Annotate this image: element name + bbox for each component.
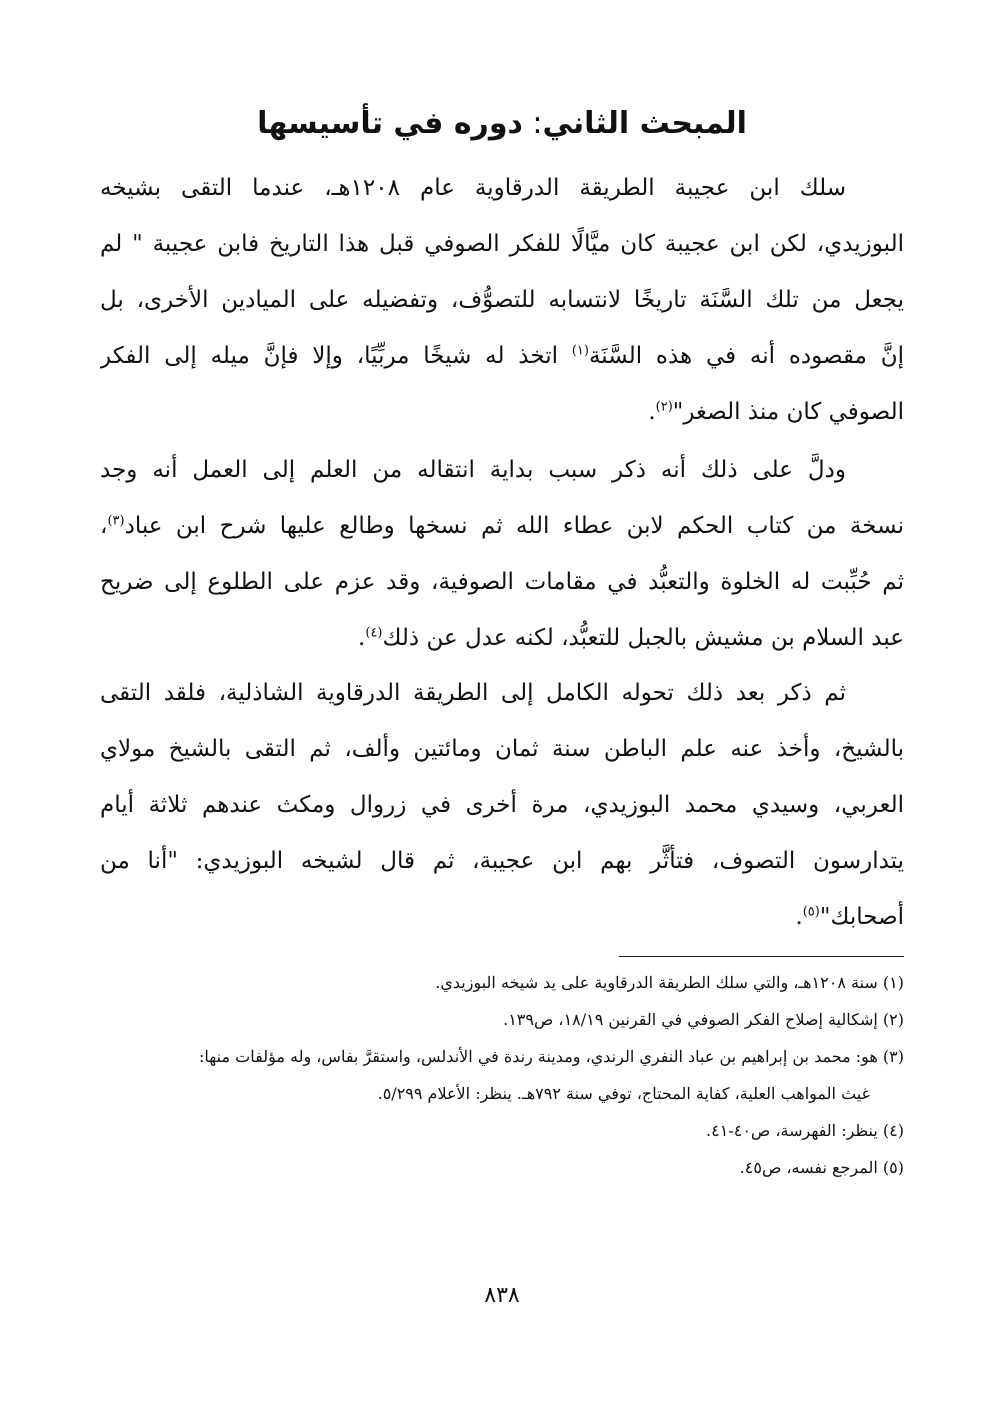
- text-line: سلك ابن عجيبة الطريقة الدرقاوية عام ١٢٠٨هـ، عندما التقى بشيخه: [100, 175, 846, 201]
- footnotes: [100, 964, 904, 1186]
- footnote-ref: (٥): [802, 904, 820, 920]
- text-line: العربي، وسيدي محمد البوزيدي، مرة أخرى في زروال ومكث عندهم ثلاثة أيام: [100, 792, 904, 818]
- text-line: أصحابك"$^{(٥)}$.: [795, 904, 904, 930]
- footnote-continuation: غيث المواهب العلية، كفاية المحتاج، توفي سنة ٧٩٢هـ. ينظر: الأعلام ٥/٢٩٩.: [377, 1084, 870, 1103]
- page-number: ٨٣٨: [484, 1283, 520, 1308]
- text-line: ثم ذكر بعد ذلك تحوله الكامل إلى الطريقة الدرقاوية الشاذلية، فلقد التقى: [100, 680, 846, 706]
- section-title-main: المبحث الثاني: [542, 106, 747, 141]
- footnote-ref: (٣): [107, 513, 125, 529]
- text-line: يتدارسون التصوف، فتأثَّر بهم ابن عجيبة، ثم قال لشيخه البوزيدي: "أنا من: [100, 848, 904, 874]
- footnote-ref: (١): [571, 343, 589, 359]
- section-title-separator: :: [522, 106, 543, 141]
- text-line: إنَّ مقصوده أنه في هذه السَّنَة$^{(١)}$ اتخذ له شيخًا مربِّيًا، وإلا فإنَّ ميله إلى الفكر: [100, 343, 904, 369]
- footnote: (٥) المرجع نفسه، ص٤٥.: [739, 1158, 904, 1177]
- text-line: يجعل من تلك السَّنَة تاريخًا لانتسابه للتصوُّف، وتفضيله على الميادين الأخرى، بل: [100, 287, 904, 313]
- footnote-ref: (٢): [655, 399, 673, 415]
- text-line: البوزيدي، لكن ابن عجيبة كان ميَّالًا للفكر الصوفي قبل هذا التاريخ فابن عجيبة " لم: [100, 231, 904, 257]
- paragraph-3: [100, 665, 904, 945]
- text-line: ودلَّ على ذلك أنه ذكر سبب بداية انتقاله من العلم إلى العمل أنه وجد: [100, 457, 846, 483]
- document-page: [100, 0, 904, 1418]
- footnote: (١) سنة ١٢٠٨هـ، والتي سلك الطريقة الدرقاوية على يد شيخه البوزيدي.: [435, 973, 904, 992]
- paragraph-1: [100, 160, 904, 440]
- text-line: ثم حُبِّبت له الخلوة والتعبُّد في مقامات الصوفية، وقد عزم على الطلوع إلى ضريح: [100, 569, 904, 595]
- section-title: [100, 100, 904, 148]
- footnote: (٢) إشكالية إصلاح الفكر الصوفي في القرنين ١٨/١٩، ص١٣٩.: [503, 1010, 904, 1029]
- footnote: (٤) ينظر: الفهرسة، ص٤٠-٤١.: [706, 1121, 904, 1140]
- footnote-divider: [619, 956, 904, 957]
- footnote: (٣) هو: محمد بن إبراهيم بن عباد النفري الرندي، ومدينة رندة في الأندلس، واستقرَّ بفاس، وله مؤلفات منها:: [199, 1047, 904, 1066]
- section-title-sub: دوره في تأسيسها: [257, 106, 523, 141]
- text-line: عبد السلام بن مشيش بالجبل للتعبُّد، لكنه عدل عن ذلك$^{(٤)}$.: [358, 625, 904, 651]
- paragraph-2: [100, 442, 904, 666]
- text-line: بالشيخ، وأخذ عنه علم الباطن سنة ثمان ومائتين وألف، ثم التقى بالشيخ مولاي: [100, 736, 904, 762]
- text-line: نسخة من كتاب الحكم لابن عطاء الله ثم نسخها وطالع عليها شرح ابن عباد$^{(٣)}$،: [100, 513, 904, 539]
- footnote-ref: (٤): [365, 625, 383, 641]
- text-line: الصوفي كان منذ الصغر"$^{(٢)}$.: [648, 399, 904, 425]
